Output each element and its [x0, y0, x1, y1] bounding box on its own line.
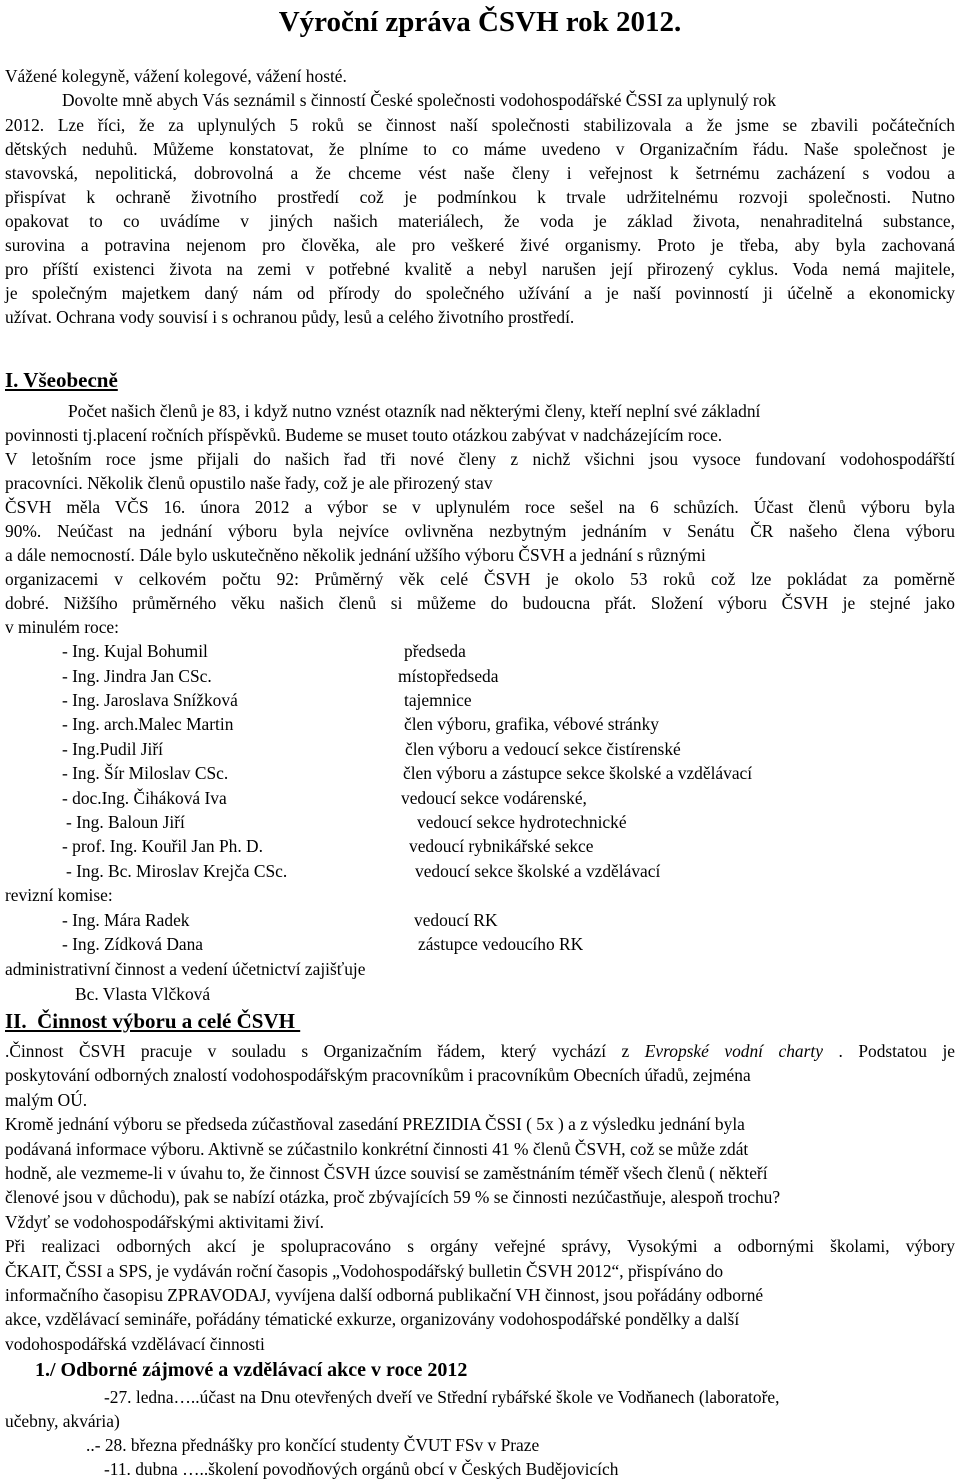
- section2-line: členové jsou v důchodu), pak se nabízí otázka, proč zbývajících 59 % se činnosti nezúčastňuje, alespoň trochu?: [5, 1187, 781, 1207]
- member-name: - Ing. Baloun Jiří: [66, 812, 185, 832]
- member-name: - Ing. Šír Miloslav CSc.: [62, 763, 229, 783]
- event-item: učebny, akvária): [5, 1411, 120, 1431]
- audit-committee-label: revizní komise:: [5, 885, 113, 905]
- member-role: člen výboru a zástupce sekce školské a vzdělávací: [403, 763, 753, 783]
- section1-line: V letošním roce jsme přijali do našich řad tři nové členy z nichž všichni jsou vysoce fundovaní vodohospodářští: [5, 449, 955, 469]
- section1-line: ČSVH měla VČS 16. února 2012 a výbor se v uplynulém roce sešel na 6 schůzích. Účast členů výboru byla: [5, 497, 955, 517]
- subsection-heading: 1./ Odborné zájmové a vzdělávací akce v roce 2012: [35, 1359, 468, 1381]
- section1-line: pracovníci. Několik členů opustilo naše řady, což je ale přirozený stav: [5, 473, 493, 493]
- audit-member-role: zástupce vedoucího RK: [418, 934, 584, 954]
- section2-line: podávaná informace výboru. Aktivně se zúčastnilo konkrétní činnosti 41 % členů ČSVH, což se může zdát: [5, 1139, 749, 1159]
- page-title: Výroční zpráva ČSVH rok 2012.: [278, 6, 682, 38]
- section2-line: malým OÚ.: [5, 1090, 88, 1110]
- section-heading-vseobecne: I. Všeobecně: [5, 368, 118, 392]
- member-role: vedoucí sekce školské a vzdělávací: [415, 861, 661, 881]
- member-role: místopředseda: [398, 666, 499, 686]
- section2-line: akce, vzdělávací semináře, pořádány tématické exkurze, organizovány vodohospodářské pondělky a další: [5, 1309, 740, 1329]
- intro-line: 2012. Lze říci, že za uplynulých 5 roků se činnost naší společnosti stabilizovala a že jsme se zbavili počátečních: [5, 115, 955, 135]
- member-role: vedoucí sekce vodárenské,: [401, 788, 587, 808]
- audit-member-name: - Ing. Mára Radek: [62, 910, 190, 930]
- intro-line: dětských neduhů. Můžeme konstatovat, že plníme to co máme uvedeno v Organizačním řádu. Naše společnost je: [5, 139, 955, 159]
- section1-line: dobré. Nižšího průměrného věku našich členů si můžeme do budoucna přát. Složení výboru ČSVH je stejné jako: [5, 593, 955, 613]
- member-name: - Ing. Jindra Jan CSc.: [62, 666, 212, 686]
- intro-line: užívat. Ochrana vody souvisí i s ochranou půdy, lesů a celého životního prostředí.: [5, 307, 575, 327]
- event-item: -27. ledna…..účast na Dnu otevřených dveří ve Střední rybářské škole ve Vodňanech (laboratoře,: [104, 1387, 780, 1407]
- greeting-line: Vážené kolegyně, vážení kolegové, vážení hosté.: [5, 66, 347, 86]
- intro-line: je společným majetkem daný nám od přírody do společného užívání a je naší povinností ji účelně a ekonomicky: [5, 283, 955, 303]
- section2-line: vodohospodářská vzdělávací činnosti: [5, 1334, 265, 1354]
- event-item: ..- 28. března přednášky pro končící studenty ČVUT FSv v Praze: [86, 1435, 540, 1455]
- section2-text: .Činnost ČSVH pracuje v souladu s Organizačním řádem, který vychází z: [5, 1041, 645, 1061]
- intro-line: surovina a potravina nejenom pro člověka, ale pro veškeré živé organismy. Proto je třeba, aby byla zachovaná: [5, 235, 955, 255]
- intro-line: stavovská, nepolitická, dobrovolná a že chceme vést naše členy i veřejnost k šetrnému zacházení s vodou a: [5, 163, 955, 183]
- member-role: vedoucí rybnikářské sekce: [409, 836, 594, 856]
- section2-line: Kromě jednání výboru se předseda zúčastňoval zasedání PREZIDIA ČSSI ( 5x ) a z výsledku jednání byla: [5, 1114, 745, 1134]
- audit-member-role: vedoucí RK: [414, 910, 498, 930]
- section1-line: povinnosti tj.placení ročních příspěvků. Budeme se muset touto otázkou zabývat v nadcházejícím roce.: [5, 425, 723, 445]
- section1-line: Počet našich členů je 83, i když nutno vznést otazník nad některými členy, kteří neplní své základní: [68, 401, 761, 421]
- audit-member-name: - Ing. Zídková Dana: [62, 934, 204, 954]
- member-name: - Ing. Kujal Bohumil: [62, 641, 208, 661]
- section2-line: ČKAIT, ČSSI a SPS, je vydáván roční časopis „Vodohospodářský bulletin ČSVH 2012“, přispíváno do: [5, 1261, 724, 1281]
- member-name: - prof. Ing. Kouřil Jan Ph. D.: [62, 836, 263, 856]
- section2-line: informačního časopisu ZPRAVODAJ, vyvíjena další odborná publikační VH činnost, jsou pořádány odborné: [5, 1285, 764, 1305]
- intro-line: opakovat to co uvádíme v jiných našich materiálech, že voda je základ života, nenahraditelná substance,: [5, 211, 955, 231]
- member-role: člen výboru, grafika, vébové stránky: [404, 714, 659, 734]
- member-name: - Ing. arch.Malec Martin: [62, 714, 234, 734]
- member-role: vedoucí sekce hydrotechnické: [417, 812, 627, 832]
- member-role: tajemnice: [404, 690, 472, 710]
- event-item: -11. dubna …..školení povodňových orgánů obcí v Českých Budějovicích: [104, 1459, 619, 1479]
- admin-name: Bc. Vlasta Vlčková: [75, 984, 211, 1004]
- intro-line: Dovolte mně abych Vás seznámil s činností České společnosti vodohospodářské ČSSI za uplynulý rok: [62, 90, 777, 110]
- evropska-vodni-charta-text: Evropské vodní charty: [644, 1041, 823, 1061]
- member-name: - Ing.Pudil Jiří: [62, 739, 163, 759]
- section2-line: poskytování odborných znalostí vodohospodářským pracovníkům i pracovníkům Obecních úřadů, zejména: [5, 1065, 751, 1085]
- member-name: - Ing. Bc. Miroslav Krejča CSc.: [66, 861, 288, 881]
- member-role: předseda: [404, 641, 466, 661]
- section2-line: [5, 1039, 955, 1063]
- member-name: - Ing. Jaroslava Snížková: [62, 690, 238, 710]
- section-heading-cinnost: II. Činnost výboru a celé ČSVH: [5, 1009, 301, 1033]
- member-role: člen výboru a vedoucí sekce čistírenské: [405, 739, 681, 759]
- section1-line: organizacemi v celkovém počtu 92: Průměrný věk celé ČSVH je okolo 53 roků což lze pokládat za poměrně: [5, 569, 955, 589]
- section2-text: . Podstatou je: [822, 1041, 956, 1061]
- member-name: - doc.Ing. Čiháková Iva: [62, 788, 227, 808]
- admin-line: administrativní činnost a vedení účetnictví zajišťuje: [5, 959, 366, 979]
- section2-line: hodně, ale vezmeme-li v úvahu to, že činnost ČSVH úzce souvisí se zaměstnáním téměř všech členů ( někteří: [5, 1163, 768, 1183]
- section1-line: v minulém roce:: [5, 617, 119, 637]
- intro-line: pro příští existenci života na zemi v potřebné kvalitě a nebyl narušen její přirozený cyklus. Voda nemá majitele,: [5, 259, 955, 279]
- section1-line: 90%. Neúčast na jednání výboru byla nejvíce ovlivněna nezbytným jednáním v Senátu ČR našeho člena výboru: [5, 521, 955, 541]
- section2-line: Vždyť se vodohospodářskými aktivitami živí.: [5, 1212, 324, 1232]
- section1-line: a dále nemocností. Dále bylo uskutečněno několik jednání užšího výboru ČSVH a jednání s různými: [5, 545, 706, 565]
- section2-line: Při realizaci odborných akcí je spolupracováno s orgány veřejné správy, Vysokými a odbornými školami, výbory: [5, 1236, 955, 1256]
- intro-line: přispívat k ochraně životního prostředí což je podmínkou k trvale udržitelnému rozvoji společnosti. Nutno: [5, 187, 955, 207]
